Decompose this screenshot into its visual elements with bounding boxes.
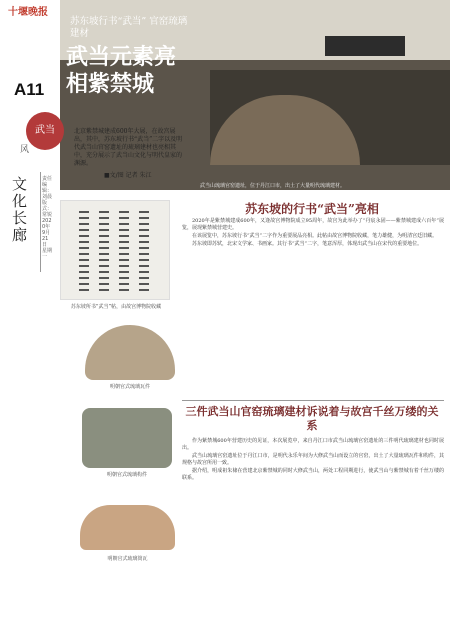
section-divider: [40, 172, 41, 272]
story-2-paragraph: 作为紫禁城600年营建历史的见证，本次展览中，来自丹江口市武当山琉璃官窑遗址的三件明代琉璃建材也同时展出。: [182, 438, 444, 451]
lead-headline: 武当元素亮相紫禁城: [66, 44, 177, 97]
story-1-paragraph: 2020年是紫禁城建成600年，又逢故宫博物院成立95周年，故宫为此举办了“丹宸永固——紫禁城建成六百年”展览，展现紫禁城营建史。: [182, 218, 444, 231]
relic-caption-4: 明朝官式琉璃筒瓦: [107, 556, 148, 562]
relic-tube-tile-image: [80, 505, 175, 550]
story-divider: [182, 400, 444, 401]
lead-byline: ■文/图 记者 朱江: [104, 172, 152, 179]
calligraphy-column: [119, 211, 129, 293]
section-label: 文化长廊: [12, 175, 28, 244]
relic-caption-3: 明朝官式琉璃构件: [106, 472, 147, 478]
wudang-seal-text: 武当: [35, 125, 55, 136]
relic-caption-2: 明朝官式琉璃瓦件: [109, 384, 150, 390]
story-2-title: 三件武当山官窑琉璃建材诉说着与故宫千丝万缕的关系: [185, 405, 439, 432]
story-1-paragraph: 苏东坡即苏轼，北宋文学家、书画家。其行书“武当”二字，笔意浑厚，体现出武当山在宋代的重要地位。: [192, 241, 423, 247]
calligraphy-caption: 苏东坡所书“武当”帖，由故宫博物院收藏: [70, 304, 162, 310]
story-1-body: [182, 218, 444, 249]
calligraphy-column: [79, 211, 89, 293]
calligraphy-image: [60, 200, 170, 300]
story-1-paragraph: 在该展览中，苏东坡行书“武当”二字作为重要展品亮相。此帖由故宫博物院收藏，笔力雄健，为明清宫廷旧藏。: [192, 233, 438, 239]
issue-date: 责任编辑：刘晨 版式：常锐 2020年9月21日 星期一: [42, 176, 53, 260]
story-2-paragraph: 武当山琉璃官窑遗址位于丹江口市，是明代永乐年间为大修武当山而设立的官窑，出土了大量琉璃瓦件和构件，其规格与故宫所用一致。: [182, 453, 444, 466]
hero-caption: 武当山琉璃官窑遗址，位于丹江口市，出土了大量明代琉璃建材。: [200, 183, 346, 189]
wudang-seal-icon: [26, 112, 64, 150]
relic-tile-image: [85, 325, 175, 380]
calligraphy-column: [99, 211, 109, 293]
wudang-column-sub: 风: [20, 145, 30, 155]
story-2-body: [182, 438, 444, 483]
visitors-silhouette: [325, 36, 405, 56]
story-1-title: 苏东坡的行书“武当”亮相: [245, 202, 379, 216]
calligraphy-column: [139, 211, 149, 293]
newspaper-masthead: 十堰晚报: [8, 7, 48, 18]
relic-component-image: [82, 408, 172, 468]
lead-kicker: 苏东坡行书“武当” 官窑琉璃建材: [70, 16, 188, 39]
page-number: A11: [14, 80, 45, 99]
lead-lede: 北京紫禁城建成600年大展，在故宫展出，其中，苏东坡行书“武当”二字以及明代武当山官窑遗址的琉璃建材也亮相其中，充分展示了武当山文化与明代皇家的渊源。: [74, 128, 183, 167]
story-2-paragraph: 据介绍，明成祖朱棣在营建北京紫禁城的同时大修武当山，两处工程同期进行，使武当山与紫禁城有着千丝万缕的联系。: [182, 468, 444, 481]
